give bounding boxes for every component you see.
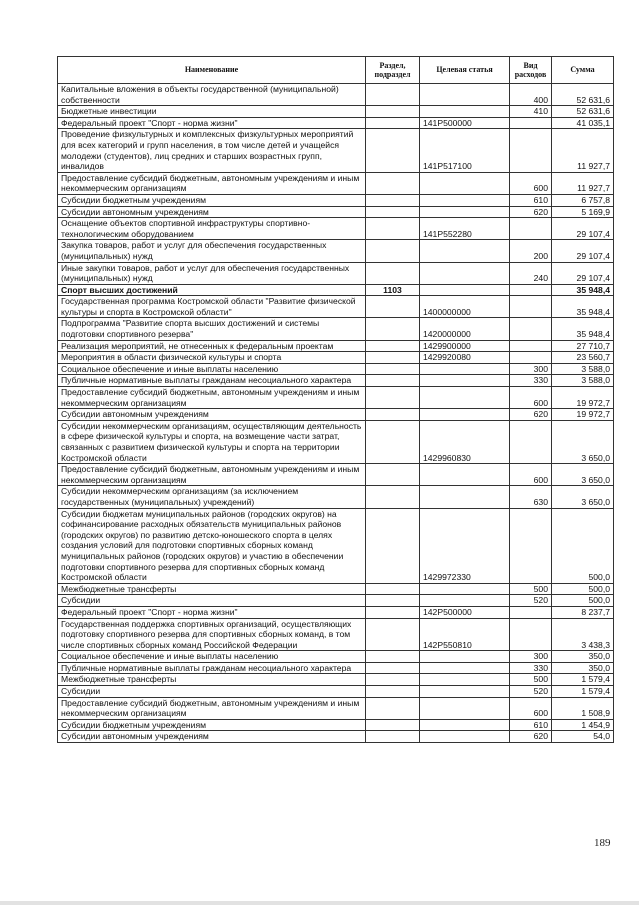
cell-exp-type: 610	[510, 719, 552, 731]
cell-name: Публичные нормативные выплаты гражданам несоциального характера	[58, 375, 366, 387]
cell-sum: 3 588,0	[552, 375, 614, 387]
cell-sum: 6 757,8	[552, 194, 614, 206]
cell-target	[420, 486, 510, 508]
cell-sum: 29 107,4	[552, 262, 614, 284]
cell-name: Предоставление субсидий бюджетным, автономным учреждениям и иным некоммерческим организациям	[58, 387, 366, 409]
cell-exp-type: 600	[510, 387, 552, 409]
cell-exp-type: 410	[510, 106, 552, 118]
cell-section	[366, 129, 420, 172]
table-row	[58, 583, 614, 595]
cell-sum: 19 972,7	[552, 387, 614, 409]
cell-name: Предоставление субсидий бюджетным, автономным учреждениям и иным некоммерческим организациям	[58, 172, 366, 194]
cell-section	[366, 363, 420, 375]
cell-section	[366, 618, 420, 651]
table-row	[58, 508, 614, 583]
cell-target: 1400000000	[420, 296, 510, 318]
cell-exp-type	[510, 508, 552, 583]
cell-section	[366, 583, 420, 595]
cell-section	[366, 606, 420, 618]
cell-exp-type: 500	[510, 583, 552, 595]
cell-section	[366, 240, 420, 262]
cell-exp-type	[510, 284, 552, 296]
cell-target: 141P552280	[420, 218, 510, 240]
cell-target	[420, 284, 510, 296]
cell-exp-type: 600	[510, 172, 552, 194]
cell-name: Оснащение объектов спортивной инфраструктуры спортивно-технологическим оборудованием	[58, 218, 366, 240]
cell-target: 1420000000	[420, 318, 510, 340]
cell-name: Межбюджетные трансферты	[58, 583, 366, 595]
table-row	[58, 240, 614, 262]
cell-sum: 29 107,4	[552, 240, 614, 262]
cell-exp-type: 520	[510, 595, 552, 607]
cell-name: Государственная программа Костромской области "Развитие физической культуры и спорта в Костромской области"	[58, 296, 366, 318]
cell-sum: 52 631,6	[552, 106, 614, 118]
cell-section	[366, 84, 420, 106]
cell-section	[366, 662, 420, 674]
table-row	[58, 218, 614, 240]
cell-name: Предоставление субсидий бюджетным, автономным учреждениям и иным некоммерческим организациям	[58, 464, 366, 486]
cell-sum: 350,0	[552, 662, 614, 674]
cell-sum: 1 508,9	[552, 697, 614, 719]
cell-exp-type	[510, 218, 552, 240]
cell-section	[366, 719, 420, 731]
cell-sum: 41 035,1	[552, 117, 614, 129]
header-section: Раздел, подраздел	[366, 57, 420, 84]
cell-name: Субсидии бюджетным учреждениям	[58, 194, 366, 206]
budget-table	[57, 56, 614, 743]
table-row	[58, 375, 614, 387]
cell-target: 1429900000	[420, 340, 510, 352]
cell-target	[420, 651, 510, 663]
cell-sum: 35 948,4	[552, 296, 614, 318]
cell-target: 142P550810	[420, 618, 510, 651]
table-row	[58, 409, 614, 421]
cell-name: Закупка товаров, работ и услуг для обеспечения государственных (муниципальных) нужд	[58, 240, 366, 262]
table-row	[58, 206, 614, 218]
table-row	[58, 318, 614, 340]
cell-target	[420, 262, 510, 284]
cell-section	[366, 352, 420, 364]
table-row	[58, 662, 614, 674]
cell-name: Публичные нормативные выплаты гражданам несоциального характера	[58, 662, 366, 674]
table-row	[58, 595, 614, 607]
cell-name: Субсидии бюджетным учреждениям	[58, 719, 366, 731]
cell-sum: 3 650,0	[552, 420, 614, 463]
cell-sum: 500,0	[552, 583, 614, 595]
table-row	[58, 284, 614, 296]
cell-target	[420, 674, 510, 686]
cell-exp-type: 400	[510, 84, 552, 106]
header-sum: Сумма	[552, 57, 614, 84]
table-row	[58, 731, 614, 743]
cell-sum: 500,0	[552, 508, 614, 583]
cell-name: Государственная поддержка спортивных организаций, осуществляющих подготовку спортивного резерва для спортивных сборных команд, в том числе спортивных сборных команд Российской Федерации	[58, 618, 366, 651]
cell-section	[366, 409, 420, 421]
page-number: 189	[594, 837, 611, 849]
cell-name: Субсидии автономным учреждениям	[58, 206, 366, 218]
table-row	[58, 651, 614, 663]
header-target: Целевая статья	[420, 57, 510, 84]
cell-target: 1429972330	[420, 508, 510, 583]
cell-section	[366, 674, 420, 686]
table-row	[58, 363, 614, 375]
cell-name: Федеральный проект "Спорт - норма жизни"	[58, 606, 366, 618]
cell-sum: 11 927,7	[552, 129, 614, 172]
cell-exp-type	[510, 117, 552, 129]
table-row	[58, 697, 614, 719]
cell-target	[420, 719, 510, 731]
cell-target	[420, 731, 510, 743]
table-row	[58, 262, 614, 284]
table-row	[58, 464, 614, 486]
cell-sum: 3 650,0	[552, 486, 614, 508]
cell-sum: 350,0	[552, 651, 614, 663]
cell-target	[420, 206, 510, 218]
table-header-row	[58, 57, 614, 84]
cell-exp-type: 620	[510, 206, 552, 218]
table-row	[58, 686, 614, 698]
cell-section: 1103	[366, 284, 420, 296]
cell-sum: 1 454,9	[552, 719, 614, 731]
cell-exp-type: 610	[510, 194, 552, 206]
table-row	[58, 117, 614, 129]
cell-target	[420, 686, 510, 698]
cell-exp-type: 330	[510, 662, 552, 674]
cell-exp-type: 520	[510, 686, 552, 698]
cell-name: Бюджетные инвестиции	[58, 106, 366, 118]
cell-target	[420, 662, 510, 674]
cell-name: Субсидии бюджетам муниципальных районов (городских округов) на софинансирование расходных обязательств муниципальных районов (городских округов) по развитию детско-юношеского спорта в целях создания условий для подготовки спортивных сборных команд муниципальных районов (городских округов) и участию в обеспечении подготовки спортивного резерва для спортивных сборных команд Костромской области	[58, 508, 366, 583]
cell-sum: 54,0	[552, 731, 614, 743]
cell-name: Иные закупки товаров, работ и услуг для обеспечения государственных (муниципальных) нужд	[58, 262, 366, 284]
cell-exp-type	[510, 606, 552, 618]
cell-section	[366, 508, 420, 583]
cell-exp-type: 620	[510, 731, 552, 743]
cell-section	[366, 486, 420, 508]
cell-section	[366, 318, 420, 340]
cell-exp-type: 500	[510, 674, 552, 686]
cell-exp-type: 240	[510, 262, 552, 284]
table-row	[58, 84, 614, 106]
cell-exp-type	[510, 296, 552, 318]
cell-section	[366, 595, 420, 607]
cell-target	[420, 375, 510, 387]
cell-target	[420, 464, 510, 486]
cell-target: 1429960830	[420, 420, 510, 463]
table-row	[58, 296, 614, 318]
cell-name: Мероприятия в области физической культуры и спорта	[58, 352, 366, 364]
cell-name: Реализация мероприятий, не отнесенных к федеральным проектам	[58, 340, 366, 352]
cell-sum: 19 972,7	[552, 409, 614, 421]
cell-sum: 3 438,3	[552, 618, 614, 651]
cell-target	[420, 595, 510, 607]
cell-target: 1429920080	[420, 352, 510, 364]
cell-sum: 1 579,4	[552, 674, 614, 686]
cell-sum: 23 560,7	[552, 352, 614, 364]
cell-target: 142P500000	[420, 606, 510, 618]
cell-section	[366, 194, 420, 206]
header-exp-type: Вид расходов	[510, 57, 552, 84]
table-row	[58, 172, 614, 194]
cell-sum: 3 650,0	[552, 464, 614, 486]
cell-target: 141P517100	[420, 129, 510, 172]
cell-exp-type	[510, 318, 552, 340]
cell-section	[366, 172, 420, 194]
cell-target	[420, 387, 510, 409]
cell-section	[366, 731, 420, 743]
table-row	[58, 387, 614, 409]
cell-section	[366, 117, 420, 129]
cell-target	[420, 106, 510, 118]
table-row	[58, 618, 614, 651]
table-row	[58, 674, 614, 686]
cell-target	[420, 409, 510, 421]
cell-sum: 29 107,4	[552, 218, 614, 240]
cell-name: Подпрограмма "Развитие спорта высших достижений и системы подготовки спортивного резерва"	[58, 318, 366, 340]
cell-sum: 27 710,7	[552, 340, 614, 352]
cell-name: Капитальные вложения в объекты государственной (муниципальной) собственности	[58, 84, 366, 106]
cell-sum: 35 948,4	[552, 284, 614, 296]
cell-target	[420, 363, 510, 375]
cell-exp-type: 300	[510, 363, 552, 375]
cell-exp-type: 330	[510, 375, 552, 387]
header-name: Наименование	[58, 57, 366, 84]
cell-name: Субсидии автономным учреждениям	[58, 409, 366, 421]
cell-section	[366, 106, 420, 118]
cell-target	[420, 84, 510, 106]
cell-section	[366, 296, 420, 318]
cell-section	[366, 218, 420, 240]
scan-edge	[0, 901, 639, 905]
cell-name: Спорт высших достижений	[58, 284, 366, 296]
cell-exp-type	[510, 352, 552, 364]
table-body	[58, 84, 614, 743]
cell-target	[420, 240, 510, 262]
table-row	[58, 194, 614, 206]
cell-exp-type	[510, 129, 552, 172]
cell-section	[366, 420, 420, 463]
cell-name: Субсидии некоммерческим организациям (за исключением государственных (муниципальных) учреждений)	[58, 486, 366, 508]
cell-exp-type: 620	[510, 409, 552, 421]
cell-target	[420, 172, 510, 194]
cell-name: Предоставление субсидий бюджетным, автономным учреждениям и иным некоммерческим организациям	[58, 697, 366, 719]
cell-section	[366, 375, 420, 387]
cell-sum: 35 948,4	[552, 318, 614, 340]
cell-exp-type	[510, 618, 552, 651]
cell-name: Социальное обеспечение и иные выплаты населению	[58, 363, 366, 375]
cell-section	[366, 387, 420, 409]
cell-sum: 3 588,0	[552, 363, 614, 375]
cell-name: Субсидии некоммерческим организациям, осуществляющим деятельность в сфере физической культуры и спорта, на возмещение части затрат, связанных с развитием физической культуры и спорта на территории Костромской области	[58, 420, 366, 463]
table-row	[58, 486, 614, 508]
cell-section	[366, 686, 420, 698]
cell-name: Федеральный проект "Спорт - норма жизни"	[58, 117, 366, 129]
table-row	[58, 606, 614, 618]
cell-target	[420, 583, 510, 595]
cell-sum: 5 169,9	[552, 206, 614, 218]
cell-sum: 1 579,4	[552, 686, 614, 698]
cell-exp-type	[510, 340, 552, 352]
cell-section	[366, 206, 420, 218]
cell-target: 141P500000	[420, 117, 510, 129]
cell-sum: 8 237,7	[552, 606, 614, 618]
table-row	[58, 719, 614, 731]
table-row	[58, 106, 614, 118]
cell-exp-type: 600	[510, 464, 552, 486]
cell-sum: 11 927,7	[552, 172, 614, 194]
cell-target	[420, 697, 510, 719]
table-row	[58, 352, 614, 364]
cell-exp-type: 630	[510, 486, 552, 508]
cell-exp-type: 200	[510, 240, 552, 262]
table-row	[58, 340, 614, 352]
cell-name: Социальное обеспечение и иные выплаты населению	[58, 651, 366, 663]
cell-name: Субсидии	[58, 595, 366, 607]
cell-name: Субсидии	[58, 686, 366, 698]
table-row	[58, 129, 614, 172]
cell-name: Проведение физкультурных и комплексных физкультурных мероприятий для всех категорий и групп населения, в том числе детей и учащейся молодежи (студентов), лиц средних и старших возрастных групп, инвалидов	[58, 129, 366, 172]
cell-sum: 52 631,6	[552, 84, 614, 106]
cell-section	[366, 464, 420, 486]
cell-name: Субсидии автономным учреждениям	[58, 731, 366, 743]
cell-exp-type	[510, 420, 552, 463]
cell-section	[366, 697, 420, 719]
cell-exp-type: 600	[510, 697, 552, 719]
cell-exp-type: 300	[510, 651, 552, 663]
cell-sum: 500,0	[552, 595, 614, 607]
cell-target	[420, 194, 510, 206]
cell-section	[366, 262, 420, 284]
cell-section	[366, 651, 420, 663]
table-row	[58, 420, 614, 463]
cell-section	[366, 340, 420, 352]
cell-name: Межбюджетные трансферты	[58, 674, 366, 686]
